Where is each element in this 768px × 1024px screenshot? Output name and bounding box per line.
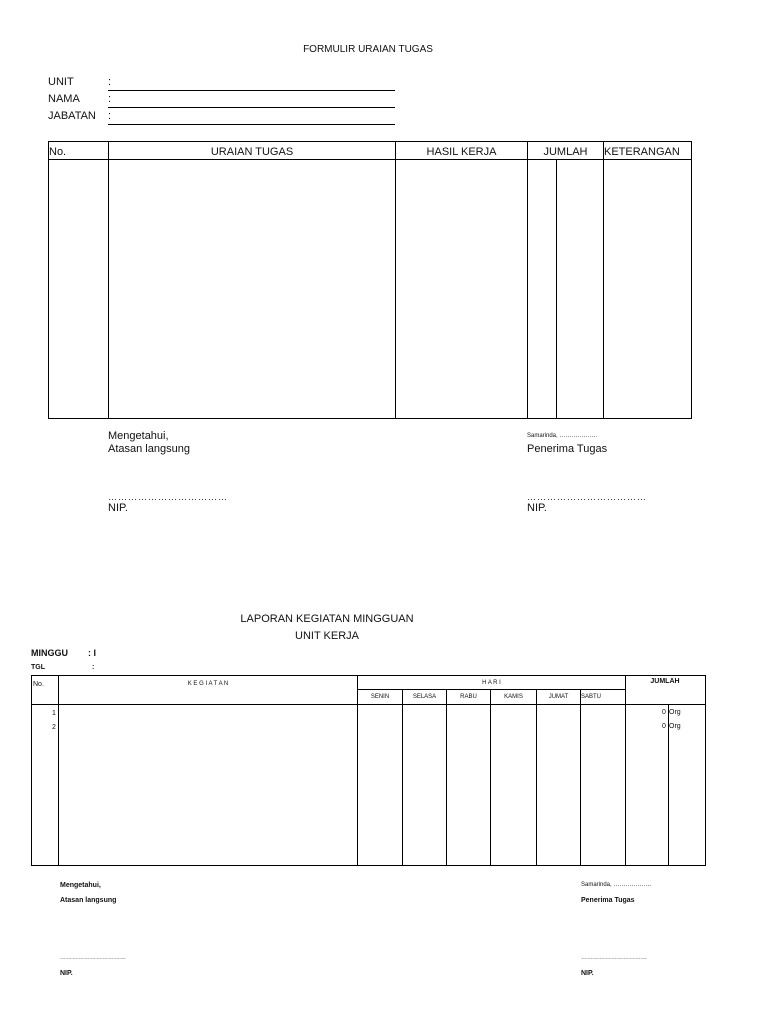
form2-title1: LAPORAN KEGIATAN MINGGUAN [240, 613, 414, 625]
form2-header-hari: H A R I [482, 680, 501, 686]
header-hasil-kerja: HASIL KERJA [426, 146, 497, 158]
form2-sign-right-line2: Penerima Tugas [581, 897, 635, 904]
day-jumat: JUMAT [548, 694, 569, 700]
field-jabatan-line [108, 124, 395, 125]
sign-right-line2: Penerima Tugas [527, 443, 608, 455]
day-kamis: KAMIS [504, 694, 523, 700]
sign-left-line1: Mengetahui, [108, 430, 169, 442]
row-2-unit: Org [669, 723, 681, 730]
header-uraian-tugas: URAIAN TUGAS [210, 146, 294, 158]
minggu-value: : I [88, 648, 96, 658]
form2-header-no: No. [33, 681, 44, 688]
day-selasa: SELASA [412, 694, 437, 700]
form2-sign-right-dots: …………………………… [581, 955, 647, 961]
header-keterangan: KETERANGAN [604, 146, 680, 158]
row-2-no: 2 [52, 724, 56, 731]
day-rabu: RABU [460, 694, 477, 700]
sign-right-dots: ……………………………… [527, 492, 647, 502]
row-1-count: 0 [662, 709, 666, 716]
form2-sign-left-line2: Atasan langsung [60, 897, 117, 904]
sign-left-line2: Atasan langsung [108, 443, 190, 455]
form1-title: FORMULIR URAIAN TUGAS [303, 44, 433, 55]
tgl-sep: : [92, 664, 95, 671]
field-unit-line [108, 90, 395, 91]
field-jabatan-sep: : [108, 110, 112, 122]
form2-sign-right-nip: NIP. [581, 970, 594, 977]
field-nama-sep: : [108, 93, 112, 105]
form2-sign-right-place: Samarinda, ………………. [581, 882, 652, 888]
sign-right-nip: NIP. [527, 502, 547, 514]
form2-sign-left-nip: NIP. [60, 970, 73, 977]
day-sabtu: SABTU [581, 694, 602, 700]
field-nama-line [108, 107, 395, 108]
form2-title2: UNIT KERJA [295, 630, 359, 642]
minggu-label: MINGGU [31, 648, 68, 658]
row-1-unit: Org [669, 709, 681, 716]
tgl-label: TGL [31, 664, 45, 671]
form2-sign-left-dots: …………………………… [60, 955, 126, 961]
sign-left-dots: ……………………………… [108, 492, 228, 502]
row-1-no: 1 [52, 710, 56, 717]
field-nama-label: NAMA [48, 93, 80, 105]
header-no: No. [49, 146, 67, 158]
day-senin: SENIN [370, 694, 390, 700]
header-jumlah: JUMLAH [543, 146, 588, 158]
form2-header-jumlah: JUMLAH [650, 678, 680, 685]
form1-header-line [48, 159, 691, 160]
sign-right-place: Samarinda, ………………. [527, 433, 598, 439]
field-unit-label: UNIT [48, 76, 74, 88]
row-2-count: 0 [662, 723, 666, 730]
form2-sign-left-line1: Mengetahui, [60, 882, 101, 889]
form1-table-border [48, 141, 692, 419]
form2-header-kegiatan: K E G I A T A N [187, 681, 229, 687]
field-unit-sep: : [108, 76, 112, 88]
field-jabatan-label: JABATAN [48, 110, 96, 122]
sign-left-nip: NIP. [108, 502, 128, 514]
